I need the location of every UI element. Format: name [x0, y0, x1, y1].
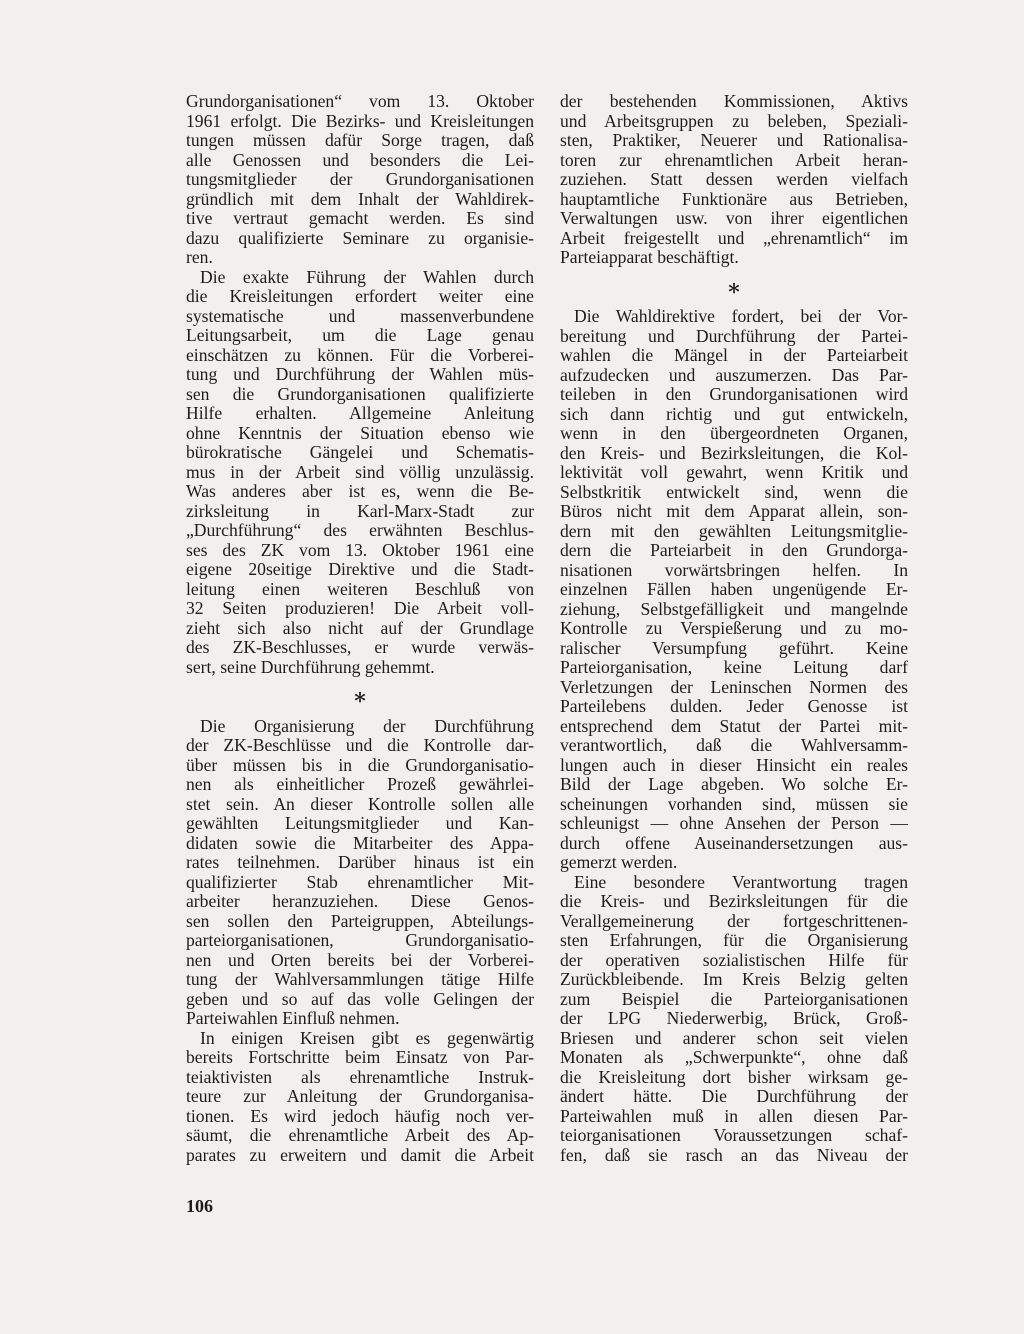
text-line: gründlich mit dem Inhalt der Wahldirek- [186, 189, 534, 209]
text-line: lektivität voll gewahrt, wenn Kritik und [560, 463, 908, 482]
text-line: Zurückbleibende. Im Kreis Belzig gelten [560, 970, 908, 989]
text-line: ses des ZK vom 13. Oktober 1961 eine [186, 540, 534, 560]
text-line: der operativen sozialistischen Hilfe für [560, 950, 908, 970]
text-line: ohne Kenntnis der Situation ebenso wie [186, 423, 534, 443]
text-line: des ZK-Beschlusses, er wurde verwäs- [186, 638, 534, 657]
text-line: didaten sowie die Mitarbeiter des Appa- [186, 833, 534, 853]
paragraph [560, 92, 908, 268]
text-line: Eine besondere Verantwortung tragen [574, 872, 908, 892]
text-line: ändert hätte. Die Durchführung der [560, 1087, 908, 1106]
text-line: „Durchführung“ des erwähnten Beschlus- [186, 521, 534, 540]
text-line: Was anderes aber ist es, wenn die Be- [186, 482, 534, 501]
section-separator-asterisk: ∗ [352, 684, 368, 709]
text-line: Bild der Lage abgeben. Wo solche Er- [560, 775, 908, 794]
text-line: Selbstkritik entwickelt sind, wenn die [560, 482, 908, 502]
text-line: 1961 erfolgt. Die Bezirks- und Kreisleitungen [186, 111, 534, 131]
text-line: Kontrolle zu Verspießerung und zu mo- [560, 619, 908, 638]
text-line: der bestehenden Kommissionen, Aktivs [560, 92, 908, 111]
text-line: tive vertraut gemacht werden. Es sind [186, 209, 534, 228]
section-separator-asterisk: ∗ [726, 274, 742, 300]
text-line: Parteiwahlen Einfluß nehmen. [186, 1009, 400, 1028]
paragraph [186, 1029, 534, 1166]
text-line: teileben in den Grundorganisationen wird [560, 385, 908, 404]
text-line: dern die Parteiarbeit in den Grundorga- [560, 541, 908, 560]
text-line: hauptamtliche Funktionäre aus Betrieben, [560, 189, 908, 209]
text-line: gewählten Leitungsmitglieder und Kan- [186, 814, 534, 833]
text-line: toren zur ehrenamtlichen Arbeit heran- [560, 150, 908, 170]
text-line: leitung einen weiteren Beschluß von [186, 579, 534, 599]
page-number: 106 [186, 1196, 213, 1216]
text-line: Parteiapparat beschäftigt. [560, 248, 739, 267]
right-column [560, 92, 908, 1165]
text-line: mus in der Arbeit sind völlig unzulässig. [186, 462, 534, 482]
text-line: Büros nicht mit dem Apparat allein, son- [560, 502, 908, 521]
text-line: dern mit den gewählten Leitungsmitglie- [560, 521, 908, 541]
text-line: geben und so auf das volle Gelingen der [186, 989, 534, 1009]
text-line: zieht sich also nicht auf der Grundlage [186, 618, 534, 638]
text-line: dazu qualifizierte Seminare zu organisie- [186, 228, 534, 248]
text-line: parates zu erweitern und damit die Arbeit [186, 1145, 534, 1165]
text-line: bürokratische Gängelei und Schematis- [186, 443, 534, 462]
text-line: Briesen und anderer schon seit vielen [560, 1028, 908, 1048]
text-line: tung der Wahlversammlungen tätige Hilfe [186, 970, 534, 989]
text-line: Verallgemeinerung der fortgeschrittenen- [560, 911, 908, 931]
text-line: Parteiwahlen muß in allen diesen Par- [560, 1106, 908, 1126]
text-line: der LPG Niederwerbig, Brück, Groß- [560, 1009, 908, 1028]
text-line: gemerzt werden. [560, 853, 678, 872]
text-line: entsprechend dem Statut der Partei mit- [560, 716, 908, 736]
text-line: 32 Seiten produzieren! Die Arbeit voll- [186, 599, 534, 618]
text-line: Die exakte Führung der Wahlen durch [200, 267, 534, 287]
text-line: sen die Grundorganisationen qualifizierte [186, 384, 534, 404]
text-line: einschätzen zu können. Für die Vorberei- [186, 345, 534, 365]
text-line: ralischer Versumpfung geführt. Keine [560, 638, 908, 658]
text-line: scheinungen vorhanden sind, müssen sie [560, 794, 908, 814]
text-line: wenn in den übergeordneten Organen, [560, 424, 908, 443]
text-line: parteiorganisationen, Grundorganisatio- [186, 931, 534, 950]
text-line: zirksleitung in Karl-Marx-Stadt zur [186, 501, 534, 521]
text-line: Parteilebens dulden. Jeder Genosse ist [560, 697, 908, 716]
text-line: über müssen bis in die Grundorganisatio- [186, 755, 534, 775]
text-line: arbeiter heranzuziehen. Diese Genos- [186, 892, 534, 911]
paragraph [560, 307, 908, 873]
text-line: nen und Orten bereits bei der Vorberei- [186, 950, 534, 970]
paragraph [186, 717, 534, 1029]
text-line: In einigen Kreisen gibt es gegenwärtig [200, 1028, 534, 1048]
text-line: tungen müssen dafür Sorge tragen, daß [186, 131, 534, 150]
text-line: Die Wahldirektive fordert, bei der Vor- [574, 307, 908, 326]
text-line: Verwaltungen usw. von ihrer eigentlichen [560, 209, 908, 228]
text-line: wahlen die Mängel in der Parteiarbeit [560, 346, 908, 365]
text-line: teiorganisationen Voraussetzungen schaf- [560, 1126, 908, 1145]
text-line: stet sein. An dieser Kontrolle sollen alle [186, 794, 534, 814]
text-line: alle Genossen und besonders die Lei- [186, 150, 534, 170]
text-line: tionen. Es wird jedoch häufig noch ver- [186, 1106, 534, 1126]
text-line: Monaten als „Schwerpunkte“, ohne daß [560, 1048, 908, 1067]
text-line: einzelnen Fällen haben ungenügende Er- [560, 580, 908, 599]
text-line: der ZK-Beschlüsse und die Kontrolle dar- [186, 736, 534, 755]
text-line: und Arbeitsgruppen zu beleben, Speziali- [560, 111, 908, 131]
text-line: säumt, die ehrenamtliche Arbeit des Ap- [186, 1126, 534, 1145]
text-line: systematische und massenverbundene [186, 306, 534, 326]
text-line: sen sollen den Parteigruppen, Abteilungs- [186, 911, 534, 931]
text-line: Leitungsarbeit, um die Lage genau [186, 326, 534, 345]
text-line: Verletzungen der Leninschen Normen des [560, 677, 908, 697]
text-line: die Kreisleitung dort bisher wirksam ge- [560, 1067, 908, 1087]
text-line: tungsmitglieder der Grundorganisationen [186, 170, 534, 189]
text-line: sert, seine Durchführung gehemmt. [186, 657, 435, 677]
text-line: bereits Fortschritte beim Einsatz von Par- [186, 1048, 534, 1067]
text-line: verantwortlich, daß die Wahlversamm- [560, 736, 908, 755]
text-line: durch offene Auseinandersetzungen aus- [560, 833, 908, 853]
text-line: ziehung, Selbstgefälligkeit und mangelnde [560, 599, 908, 619]
paragraph [560, 873, 908, 1166]
text-line: Grundorganisationen“ vom 13. Oktober [186, 92, 534, 111]
text-line: lungen auch in dieser Hinsicht ein reales [560, 755, 908, 775]
text-line: Arbeit freigestellt und „ehrenamtlich“ im [560, 228, 908, 248]
paragraph [186, 268, 534, 678]
text-line: zum Beispiel die Parteiorganisationen [560, 989, 908, 1009]
text-line: Hilfe erhalten. Allgemeine Anleitung [186, 404, 534, 423]
text-line: tung und Durchführung der Wahlen müs- [186, 365, 534, 384]
text-line: bereitung und Durchführung der Partei- [560, 326, 908, 346]
text-line: aufzudecken und auszumerzen. Das Par- [560, 365, 908, 385]
text-line: rates teilnehmen. Darüber hinaus ist ein [186, 853, 534, 872]
text-line: den Kreis- und Bezirksleitungen, die Kol- [560, 443, 908, 463]
paragraph [186, 92, 534, 268]
text-line: qualifizierter Stab ehrenamtlicher Mit- [186, 872, 534, 892]
text-line: teure zur Anleitung der Grundorganisa- [186, 1087, 534, 1106]
text-line: fen, daß sie rasch an das Niveau der [560, 1145, 908, 1165]
text-line: die Kreisleitungen erfordert weiter eine [186, 287, 534, 306]
text-line: nen als einheitlicher Prozeß gewährlei- [186, 775, 534, 794]
text-line: eigene 20seitige Direktive und die Stadt- [186, 560, 534, 579]
text-line: sten Erfahrungen, für die Organisierung [560, 931, 908, 950]
text-line: Parteiorganisation, keine Leitung darf [560, 658, 908, 677]
text-line: nisationen vorwärtsbringen helfen. In [560, 560, 908, 580]
text-line: zuziehen. Statt dessen werden vielfach [560, 170, 908, 189]
text-line: ren. [186, 248, 213, 267]
text-line: schleunigst — ohne Ansehen der Person — [560, 814, 908, 833]
text-line: sten, Praktiker, Neuerer und Rationalisa- [560, 131, 908, 150]
text-line: Die Organisierung der Durchführung [200, 716, 534, 736]
text-line: teiaktivisten als ehrenamtliche Instruk- [186, 1067, 534, 1087]
left-column [186, 92, 534, 1165]
text-line: sich dann richtig und gut entwickeln, [560, 404, 908, 424]
text-line: die Kreis- und Bezirksleitungen für die [560, 892, 908, 911]
